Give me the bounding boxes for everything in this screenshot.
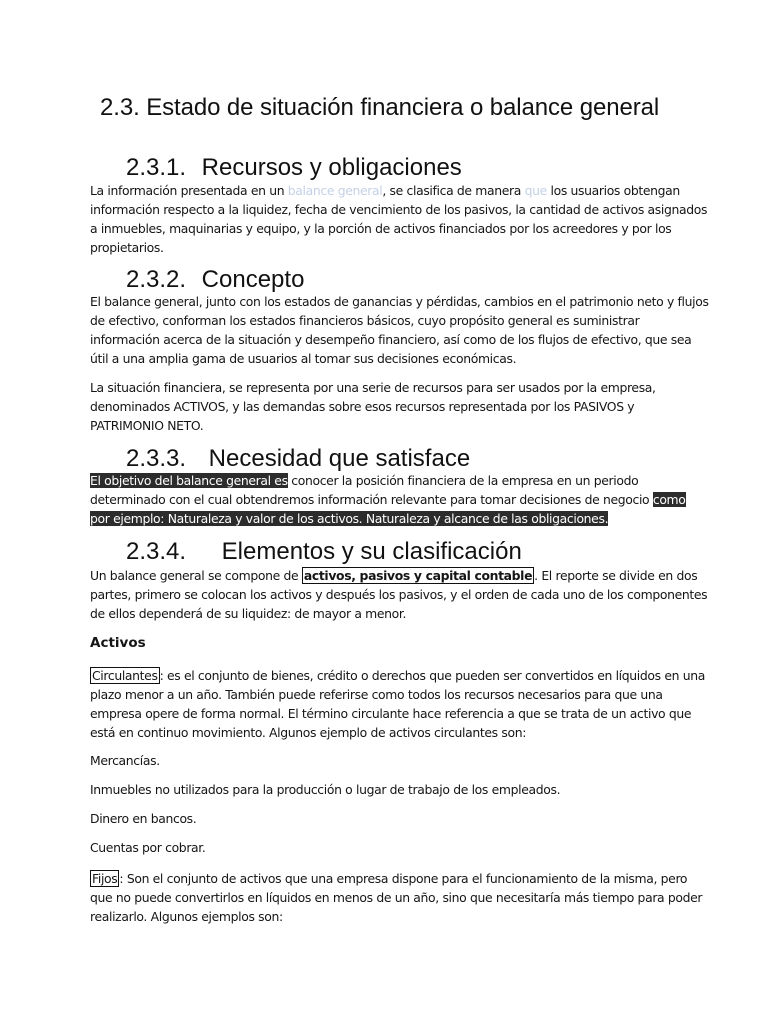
text-span: Un balance general se compone de — [90, 568, 302, 583]
page-title: 2.3. Estado de situación financiera o balance general — [100, 94, 660, 121]
text-line — [90, 869, 688, 888]
text-line: está en continuo movimiento. Algunos ejemplo de activos circulantes son: — [90, 725, 527, 740]
section-number: 2.3.1. — [126, 154, 187, 181]
text-line: información respecto a la liquidez, fecha de vencimiento de los pasivos, la cantidad de activos asignados — [90, 202, 708, 217]
text-span: : es el conjunto de bienes, crédito o derechos que pueden ser convertidos en líquidos en una — [159, 668, 705, 683]
section-number: 2.3.3. — [126, 445, 187, 472]
highlighted-text: como — [652, 492, 686, 507]
text-line: La situación financiera, se representa por una serie de recursos para ser usados por la empresa, — [90, 380, 656, 395]
highlighted-text: El objetivo del balance general es — [90, 473, 288, 488]
section-number: 2.3.4. — [126, 538, 187, 565]
text-line: realizarlo. Algunos ejemplos son: — [90, 909, 283, 924]
text-line: plazo menor a un año. También puede referirse como todos los recursos necesarios para que una — [90, 687, 663, 702]
boxed-text: Fijos — [92, 871, 118, 886]
section-title: Recursos y obligaciones — [201, 154, 462, 181]
paragraph-circulantes — [90, 666, 705, 742]
text-line: partes, primero se colocan los activos y después los pasivos, y el orden de cada uno de los componentes — [90, 587, 708, 602]
text-span: , se clasifica de manera — [382, 183, 525, 198]
text-span: conocer la posición financiera de la empresa en un periodo — [287, 473, 639, 488]
section-title: Concepto — [201, 266, 305, 293]
text-span: La información presentada en un — [90, 183, 288, 198]
text-line: útil a una amplia gama de usuarios al tomar sus decisiones económicas. — [90, 351, 517, 366]
text-line: denominados ACTIVOS, y las demandas sobre esos recursos representada por los PASIVOS y — [90, 399, 635, 414]
boxed-text: activos, pasivos y capital contable — [303, 568, 533, 583]
text-line: propietarios. — [90, 240, 164, 255]
section-title: Elementos y su clasificación — [221, 538, 522, 565]
list-item: Cuentas por cobrar. — [90, 840, 206, 855]
paragraph-concepto — [90, 292, 709, 368]
text-line — [90, 181, 678, 200]
faded-text: balance general — [287, 183, 383, 198]
text-line: El balance general, junto con los estados de ganancias y pérdidas, cambios en el patrimonio neto y flujos — [90, 294, 709, 309]
boxed-text: Circulantes — [92, 668, 158, 683]
text-line: información acerca de la situación y desempeño financiero, así como de los flujos de efectivo, que sea — [90, 332, 692, 347]
highlighted-text: por ejemplo: Naturaleza y valor de los activos. Naturaleza y alcance de las obligaciones. — [90, 511, 609, 526]
section-heading-2-3-4 — [126, 538, 522, 566]
text-line: de efectivo, conforman los estados financieros básicos, cuyo propósito general es suministrar — [90, 313, 640, 328]
text-line: empresa opere de forma normal. El término circulante hace referencia a que se trata de un activo que — [90, 706, 692, 721]
section-heading-2-3-3 — [126, 445, 470, 473]
list-item: Mercancías. — [90, 753, 160, 768]
text-span: . El reporte se divide en dos — [534, 568, 698, 583]
section-heading-2-3-2 — [126, 266, 304, 294]
list-item: Inmuebles no utilizados para la producción o lugar de trabajo de los empleados. — [90, 782, 561, 797]
text-line — [90, 666, 705, 685]
text-line: que no puede convertirlos en líquidos en menos de un año, sino que necesitaría más tiempo para poder — [90, 890, 703, 905]
paragraph-recursos — [90, 181, 708, 257]
text-line — [90, 490, 686, 509]
text-span: los usuarios obtengan — [546, 183, 680, 198]
text-line: PATRIMONIO NETO. — [90, 418, 204, 433]
text-line — [90, 471, 678, 490]
section-heading-2-3-1 — [126, 154, 462, 182]
section-number: 2.3.2. — [126, 266, 187, 293]
paragraph-elementos — [90, 566, 708, 623]
section-title: Necesidad que satisface — [208, 445, 471, 472]
text-line: de ellos dependerá de su liquidez: de mayor a menor. — [90, 606, 407, 621]
paragraph-fijos — [90, 869, 703, 926]
text-span: determinado con el cual obtendremos información relevante para tomar decisiones de negocio — [90, 492, 653, 507]
text-line: a inmuebles, maquinarias y equipo, y la porción de activos financiados por los acreedores y por los — [90, 221, 672, 236]
paragraph-necesidad — [90, 471, 686, 528]
paragraph-situacion — [90, 378, 678, 435]
text-line — [90, 566, 698, 585]
text-line — [90, 509, 678, 528]
text-span: : Son el conjunto de activos que una empresa dispone para el funcionamiento de la misma, pero — [119, 871, 688, 886]
subheading-activos: Activos — [90, 635, 146, 651]
faded-text: que — [524, 183, 547, 198]
list-item: Dinero en bancos. — [90, 811, 197, 826]
